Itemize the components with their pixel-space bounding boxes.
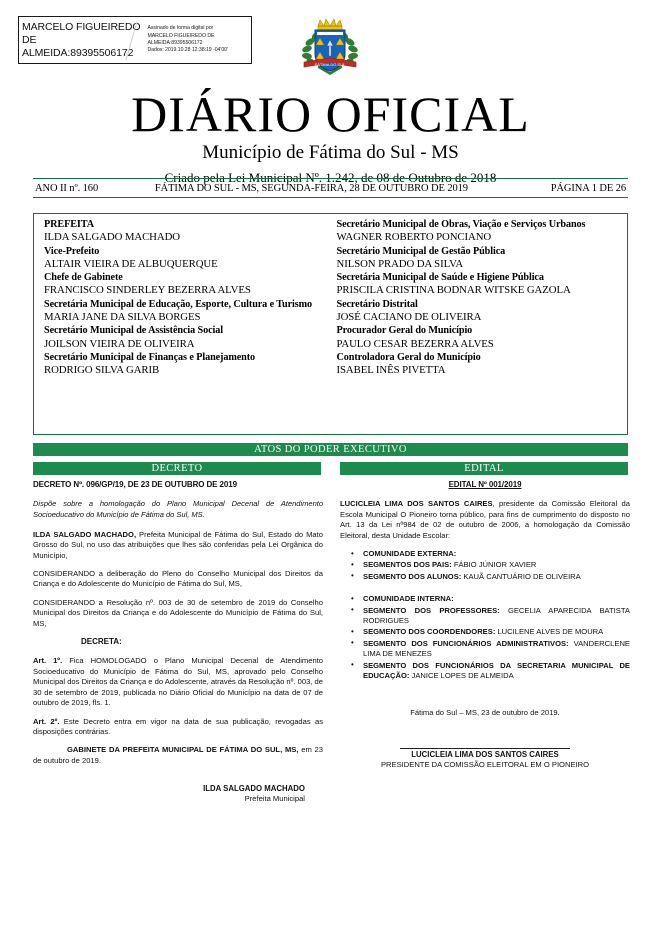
coat-of-arms-icon [298,16,362,82]
signature-meta-line-4: Dados: 2019.10.28 12:38:19 -04'00' [147,47,228,54]
officials-column-right [331,218,628,434]
section-band-executive-acts: ATOS DO PODER EXECUTIVO [33,443,628,456]
decreto-gabinete-bold: GABINETE DA PREFEITA MUNICIPAL DE FÁTIMA DO SUL, MS, [67,745,299,755]
segment-label: COMUNIDADE EXTERNA [363,549,454,559]
page-title: DIÁRIO OFICIAL [131,86,530,142]
signature-signer-name: MARCELO FIGUEIREDO DE ALMEIDA:89395506172 [22,20,141,59]
segment-label: SEGMENTO DOS ALUNOS: [363,571,462,581]
official-name: PAULO CESAR BEZERRA ALVES [336,337,494,350]
list-item [340,549,630,559]
signature-meta-line-2: MARCELO FIGUEIREDO DE [147,32,215,39]
masthead [0,88,661,187]
official-role: Secretário Municipal de Finanças e Planejamento [44,351,256,363]
edital-signature-name: LUCICLEIA LIMA DOS SANTOS CAIRES [411,749,559,759]
decreto-preamble-name: ILDA SALGADO MACHADO, [33,529,137,539]
decreto-signature-name: ILDA SALGADO MACHADO [203,784,305,794]
decreto-article-2-text: Este Decreto entra em vigor na data de sua publicação, revogadas as disposições contrárias. [33,716,323,736]
segment-value: LUCILENE ALVES DE MOURA [495,627,604,637]
edital-segments-list [340,549,630,681]
segment-value: VANDERCLENE LIMA DE MENEZES [363,638,630,659]
decreto-ementa: Dispõe sobre a homologação do Plano Municipal Decenal de Atendimento Socioeducativo do Município de Fátima do Sul, MS. [33,499,323,519]
edition-info-bar [33,178,628,198]
decreto-column [33,480,323,804]
masthead-subtitle: Município de Fátima do Sul - MS [202,142,459,163]
official-name: NILSON PRADO DA SILVA [336,257,464,270]
edital-intro-rest: , presidente da Comissão Eleitoral da Escola Municipal O Pioneiro torna público, para fins de cumprimento do disposto no Art. 13 da Lei nº984 de 02 de outubro de 2006, a homologação da Comissão Eleitoral, desta Unidade Escolar: [340,499,630,540]
decreto-gabinete [33,745,323,766]
official-role: Procurador Geral do Município [336,325,473,337]
list-item [340,560,630,570]
segment-value: JANICE LOPES DE ALMEIDA [409,671,514,681]
official-role: PREFEITA [44,219,94,230]
edital-heading: EDITAL Nº 001/2019 [448,480,522,489]
list-item [340,661,630,682]
decreto-article-1 [33,656,323,708]
edital-intro [340,499,630,541]
decreto-heading: DECRETO Nº. 096/GP/19, DE 23 DE OUTUBRO DE 2019 [33,480,237,489]
official-role: Secretária Municipal de Saúde e Higiene Pública [336,272,544,284]
official-role: Secretário Municipal de Obras, Viação e Serviços Urbanos [336,219,586,230]
signature-meta-line-3: ALMEIDA:89395506172 [147,40,203,46]
official-name: PRISCILA CRISTINA BODNAR WITSKE GAZOLA [336,284,571,297]
official-role: Secretária Municipal de Educação, Esporte, Cultura e Turismo [44,298,313,310]
official-role: Secretário Distrital [336,298,418,310]
segment-value: GECELIA APARECIDA BATISTA RODRIGUES [363,605,630,626]
official-name: JOSÉ CACIANO DE OLIVEIRA [336,311,482,324]
official-role: Secretário Municipal de Assistência Social [44,325,223,337]
list-item [340,627,630,637]
segment-label: COMUNIDADE INTERNA: [363,594,454,604]
official-name: ISABEL INÊS PIVETTA [336,364,446,377]
page-number: PÁGINA 1 DE 26 [550,182,626,194]
official-name: JOILSON VIEIRA DE OLIVEIRA [44,337,195,350]
official-name: ALTAIR VIEIRA DE ALBUQUERQUE [44,257,218,270]
official-name: ILDA SALGADO MACHADO [44,231,180,244]
section-band-edital: EDITAL [340,462,628,475]
segment-label: SEGMENTO DOS COORDENDORES: [363,627,496,637]
official-name: FRANCISCO SINDERLEY BEZERRA ALVES [44,284,251,297]
digital-signature-stamp [18,16,252,64]
segment-label: SEGMENTO DOS FUNCIONÁRIOS ADMINISTRATIVOS: [363,638,569,648]
officials-box [33,213,628,435]
official-role: Vice-Prefeito [44,245,100,257]
official-name: MARIA JANE DA SILVA BORGES [44,311,201,324]
segment-value: FÁBIO JÚNIOR XAVIER [451,560,537,570]
list-item [340,572,630,582]
decreto-article-1-text: Fica HOMOLOGADO o Plano Municipal Decenal de Atendimento Socioeducativo do Município de Fátima do Sul, MS, aprovado pelo Conselho Municipal dos Direitos da Criança e do Adolescente, através da Resolução nº. 003, de 30 de setembro de 2019, publicada no Diário Oficial do Município na data de 07 de outubro de 2019, fls. 1. [33,656,323,708]
decreto-signature-block [33,784,323,804]
edital-intro-name: LUCICLEIA LIMA DOS SANTOS CAIRES [340,499,493,509]
signature-metadata [143,25,251,55]
official-name: RODRIGO SILVA GARIB [44,364,160,377]
decreto-considerando-2: CONSIDERANDO a Resolução nº. 003 de 30 de setembro de 2019 do Conselho Municipal dos Direitos da Criança e do Adolescente do Município de Fátima do Sul, MS, [33,597,323,628]
edital-signature-block [340,748,630,770]
segment-label: SEGMENTO DOS PROFESSORES: [363,605,500,615]
list-item [340,606,630,627]
decreto-preamble [33,530,323,561]
edital-column [340,480,630,770]
segment-value: KAUÃ CANTUÁRIO DE OLIVEIRA [461,571,581,581]
edition-number: ANO II nº. 160 [35,182,99,194]
decreto-decreta-label: DECRETA: [81,637,122,647]
decreto-signature-title: Prefeita Municipal [244,794,305,804]
svg-text:FÁTIMA DO SUL: FÁTIMA DO SUL [314,62,346,67]
edition-place-date: FÁTIMA DO SUL - MS, SEGUNDA-FEIRA, 28 DE OUTUBRO DE 2019 [154,182,468,194]
official-role: Secretário Municipal de Gestão Pública [336,245,506,257]
officials-column-left [34,218,331,434]
decreto-considerando-1: CONSIDERANDO a deliberação do Pleno do Conselho Municipal dos Direitos da Criança e do Adolescente do Município de Fátima do Sul, MS, [33,569,323,589]
decreto-article-1-label: Art. 1º. [33,656,63,666]
signature-meta-line-1: Assinado de forma digital por [147,25,214,32]
official-name: WAGNER ROBERTO PONCIANO [336,231,492,244]
official-role: Controladora Geral do Município [336,351,481,363]
segment-label: SEGMENTO DOS FUNCIONÁRIOS DA SECRETARIA MUNICIPAL DE EDUCAÇÃO: [363,660,630,681]
decreto-article-2-label: Art. 2º. [33,716,60,726]
list-item [340,639,630,660]
decreto-article-2 [33,717,323,738]
segment-label: SEGMENTOS DOS PAIS: [363,560,452,570]
segment-sep: : [453,549,457,559]
signature-rule [400,748,570,749]
list-item [340,594,630,604]
masthead-law-line: Criado pela Lei Municipal Nº. 1.242, de 08 de Outubro de 2018 [164,170,497,185]
edital-signature-title: PRESIDENTE DA COMISSÃO ELEITORAL EM O PIONEIRO [380,759,590,769]
section-band-decreto: DECRETO [33,462,321,475]
decreto-gabinete-rest: em 23 de outubro de 2019. [33,745,323,765]
edital-datestamp: Fátima do Sul – MS, 23 de outubro de 2019. [410,707,560,717]
official-role: Chefe de Gabinete [44,272,123,284]
decreto-preamble-rest: Prefeita Municipal de Fátima do Sul, Estado do Mato Grosso do Sul, no uso das atribuições que lhes são conferidas pela Lei Orgânica do Município, [33,529,323,560]
